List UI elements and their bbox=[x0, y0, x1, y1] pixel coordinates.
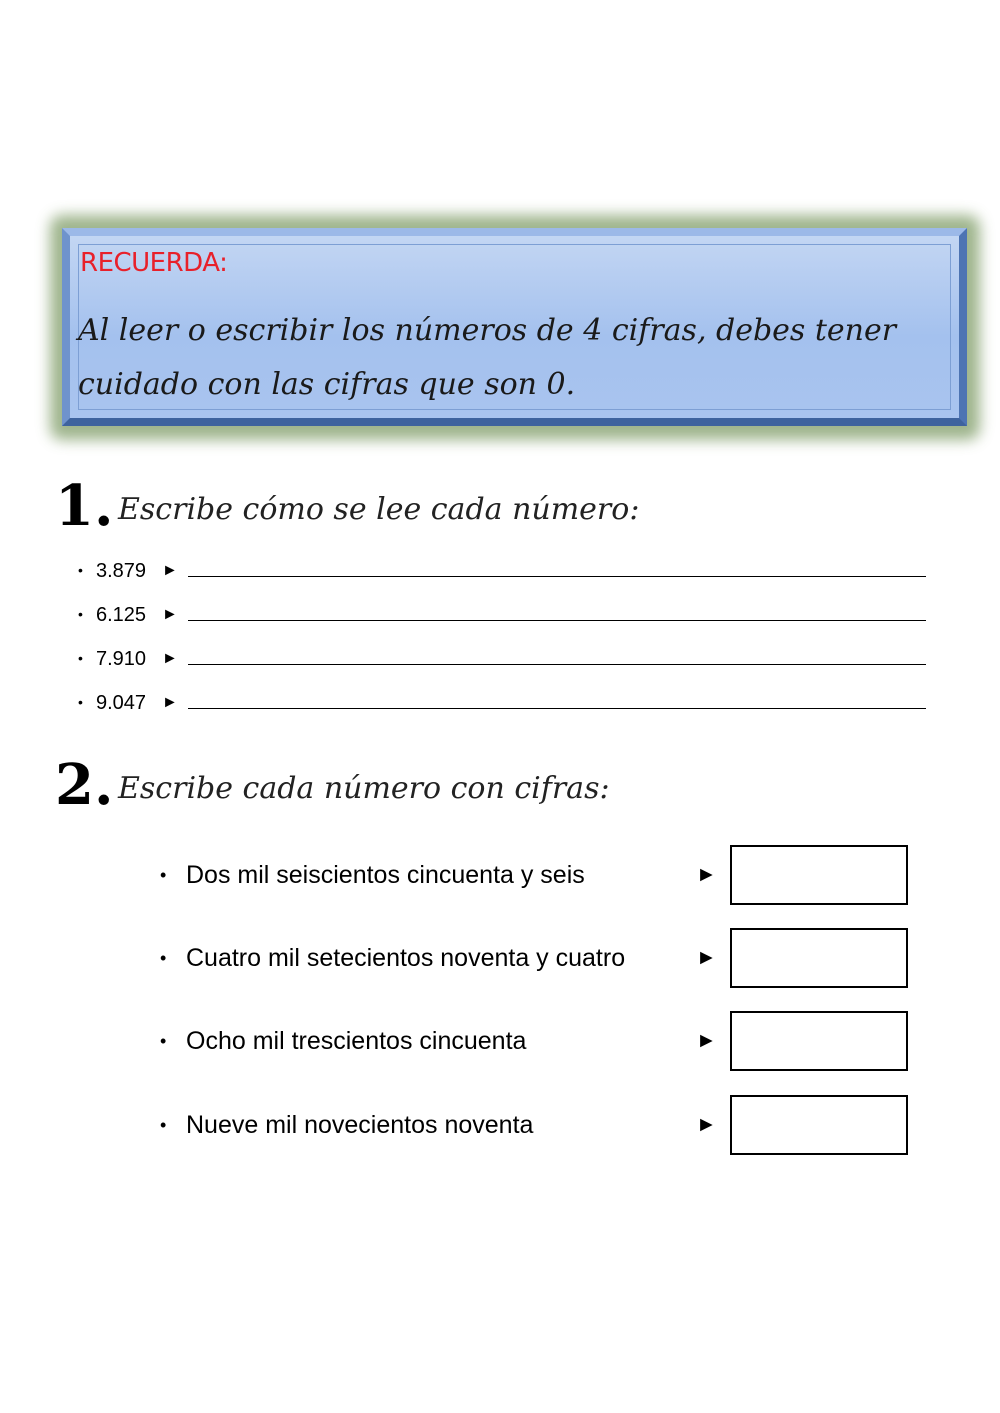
arrow-icon: ► bbox=[162, 694, 178, 711]
exercise-2-title: Escribe cada número con cifras: bbox=[118, 771, 610, 806]
exercise-1-title: Escribe cómo se lee cada número: bbox=[118, 492, 640, 527]
bullet: • bbox=[160, 1115, 167, 1135]
answer-box[interactable] bbox=[730, 1095, 908, 1155]
answer-line[interactable] bbox=[188, 708, 926, 709]
bullet: • bbox=[78, 606, 83, 622]
recuerda-box bbox=[62, 228, 967, 426]
arrow-icon: ► bbox=[162, 650, 178, 667]
arrow-icon: ► bbox=[696, 946, 717, 969]
number-value: 6.125 bbox=[96, 604, 147, 626]
exercise-1-number: 1. bbox=[55, 473, 114, 539]
answer-box[interactable] bbox=[730, 928, 908, 988]
exercise-2-item bbox=[160, 1095, 910, 1157]
bullet: • bbox=[78, 650, 83, 666]
exercise-1-item bbox=[78, 692, 928, 714]
answer-line[interactable] bbox=[188, 620, 926, 621]
bullet: • bbox=[78, 562, 83, 578]
exercise-1-item bbox=[78, 648, 928, 670]
recuerda-title: RECUERDA: bbox=[80, 248, 228, 278]
recuerda-text: Al leer o escribir los números de 4 cifras, debes tener cuidado con las cifras que son 0. bbox=[78, 313, 897, 402]
exercise-2-item bbox=[160, 1011, 910, 1073]
answer-line[interactable] bbox=[188, 664, 926, 665]
number-words: Ocho mil trescientos cincuenta bbox=[186, 1027, 527, 1055]
arrow-icon: ► bbox=[162, 606, 178, 623]
arrow-icon: ► bbox=[696, 863, 717, 886]
answer-box[interactable] bbox=[730, 845, 908, 905]
arrow-icon: ► bbox=[696, 1029, 717, 1052]
bullet: • bbox=[160, 948, 167, 968]
number-value: 9.047 bbox=[96, 692, 147, 714]
bullet: • bbox=[160, 865, 167, 885]
exercise-2-item bbox=[160, 928, 910, 990]
exercise-2-number: 2. bbox=[55, 752, 114, 818]
exercise-2-item bbox=[160, 845, 910, 907]
number-value: 7.910 bbox=[96, 648, 147, 670]
answer-line[interactable] bbox=[188, 576, 926, 577]
bullet: • bbox=[78, 694, 83, 710]
bullet: • bbox=[160, 1031, 167, 1051]
number-value: 3.879 bbox=[96, 560, 147, 582]
answer-box[interactable] bbox=[730, 1011, 908, 1071]
arrow-icon: ► bbox=[162, 562, 178, 579]
number-words: Cuatro mil setecientos noventa y cuatro bbox=[186, 944, 626, 972]
number-words: Nueve mil novecientos noventa bbox=[186, 1111, 534, 1139]
exercise-1-item bbox=[78, 560, 928, 582]
exercise-1-item bbox=[78, 604, 928, 626]
number-words: Dos mil seiscientos cincuenta y seis bbox=[186, 861, 585, 889]
arrow-icon: ► bbox=[696, 1113, 717, 1136]
